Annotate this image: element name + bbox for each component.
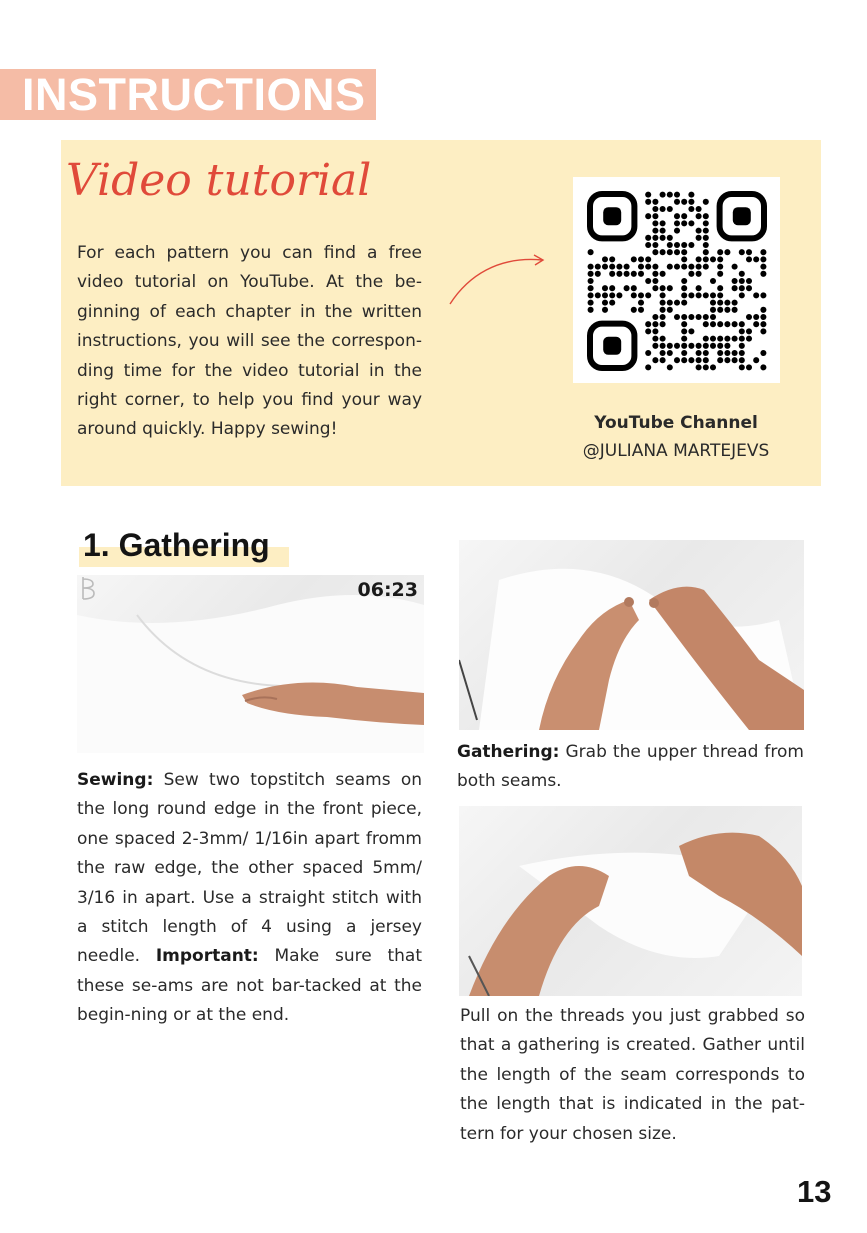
video-tutorial-paragraph: For each pattern you can find a free video tutorial on YouTube. At the be-ginning of each chapter in the written instructions, you will see the correspon-ding time for the video tutorial in the right corner, to help you find your way around quickly. Happy sewing! [77,243,422,440]
video-tutorial-script-heading: Video tutorial [66,155,372,206]
gathering-lead: Gathering: [457,742,560,762]
photo-pull-threads [459,806,802,996]
channel-label: YouTube Channel [594,413,758,433]
youtube-channel [566,409,786,465]
gathering-text: Grab the upper thread from both seams. [457,742,804,792]
section-title: 1. Gathering [83,527,270,563]
gathering-paragraph [457,738,804,797]
channel-handle: @JULIANA MARTEJEVS [582,441,770,461]
photo-grab-thread [459,540,804,730]
sewing-paragraph [77,766,422,1031]
important-lead: Important: [155,946,259,967]
pull-paragraph: Pull on the threads you just grabbed so that a gathering is created. Gather until the length of the seam corresponds to the length that is indicated in the pat-tern for your chosen size. [460,1006,805,1144]
important-text: Make sure that these se-ams are not bar-tacked at the begin-ning or at the end. [77,946,422,1026]
curved-arrow-icon [446,242,550,308]
brand-logo-icon [77,575,97,601]
page-heading: INSTRUCTIONS [22,69,366,120]
photo-sewing-topstitch [77,575,424,753]
sewing-text: Sew two topstitch seams on the long round edge in the front piece, one spaced 2-3mm/ 1/16in apart fromm the raw edge, the other spaced 5mm/ 3/16 in apart. Use a straight stitch with a stitch length of 4 using a jersey needle. [77,770,422,967]
page-number: 13 [797,1174,832,1209]
sewing-lead: Sewing: [77,770,154,790]
video-timecode: 06:23 [357,579,418,601]
qr-code-icon[interactable] [573,177,780,383]
